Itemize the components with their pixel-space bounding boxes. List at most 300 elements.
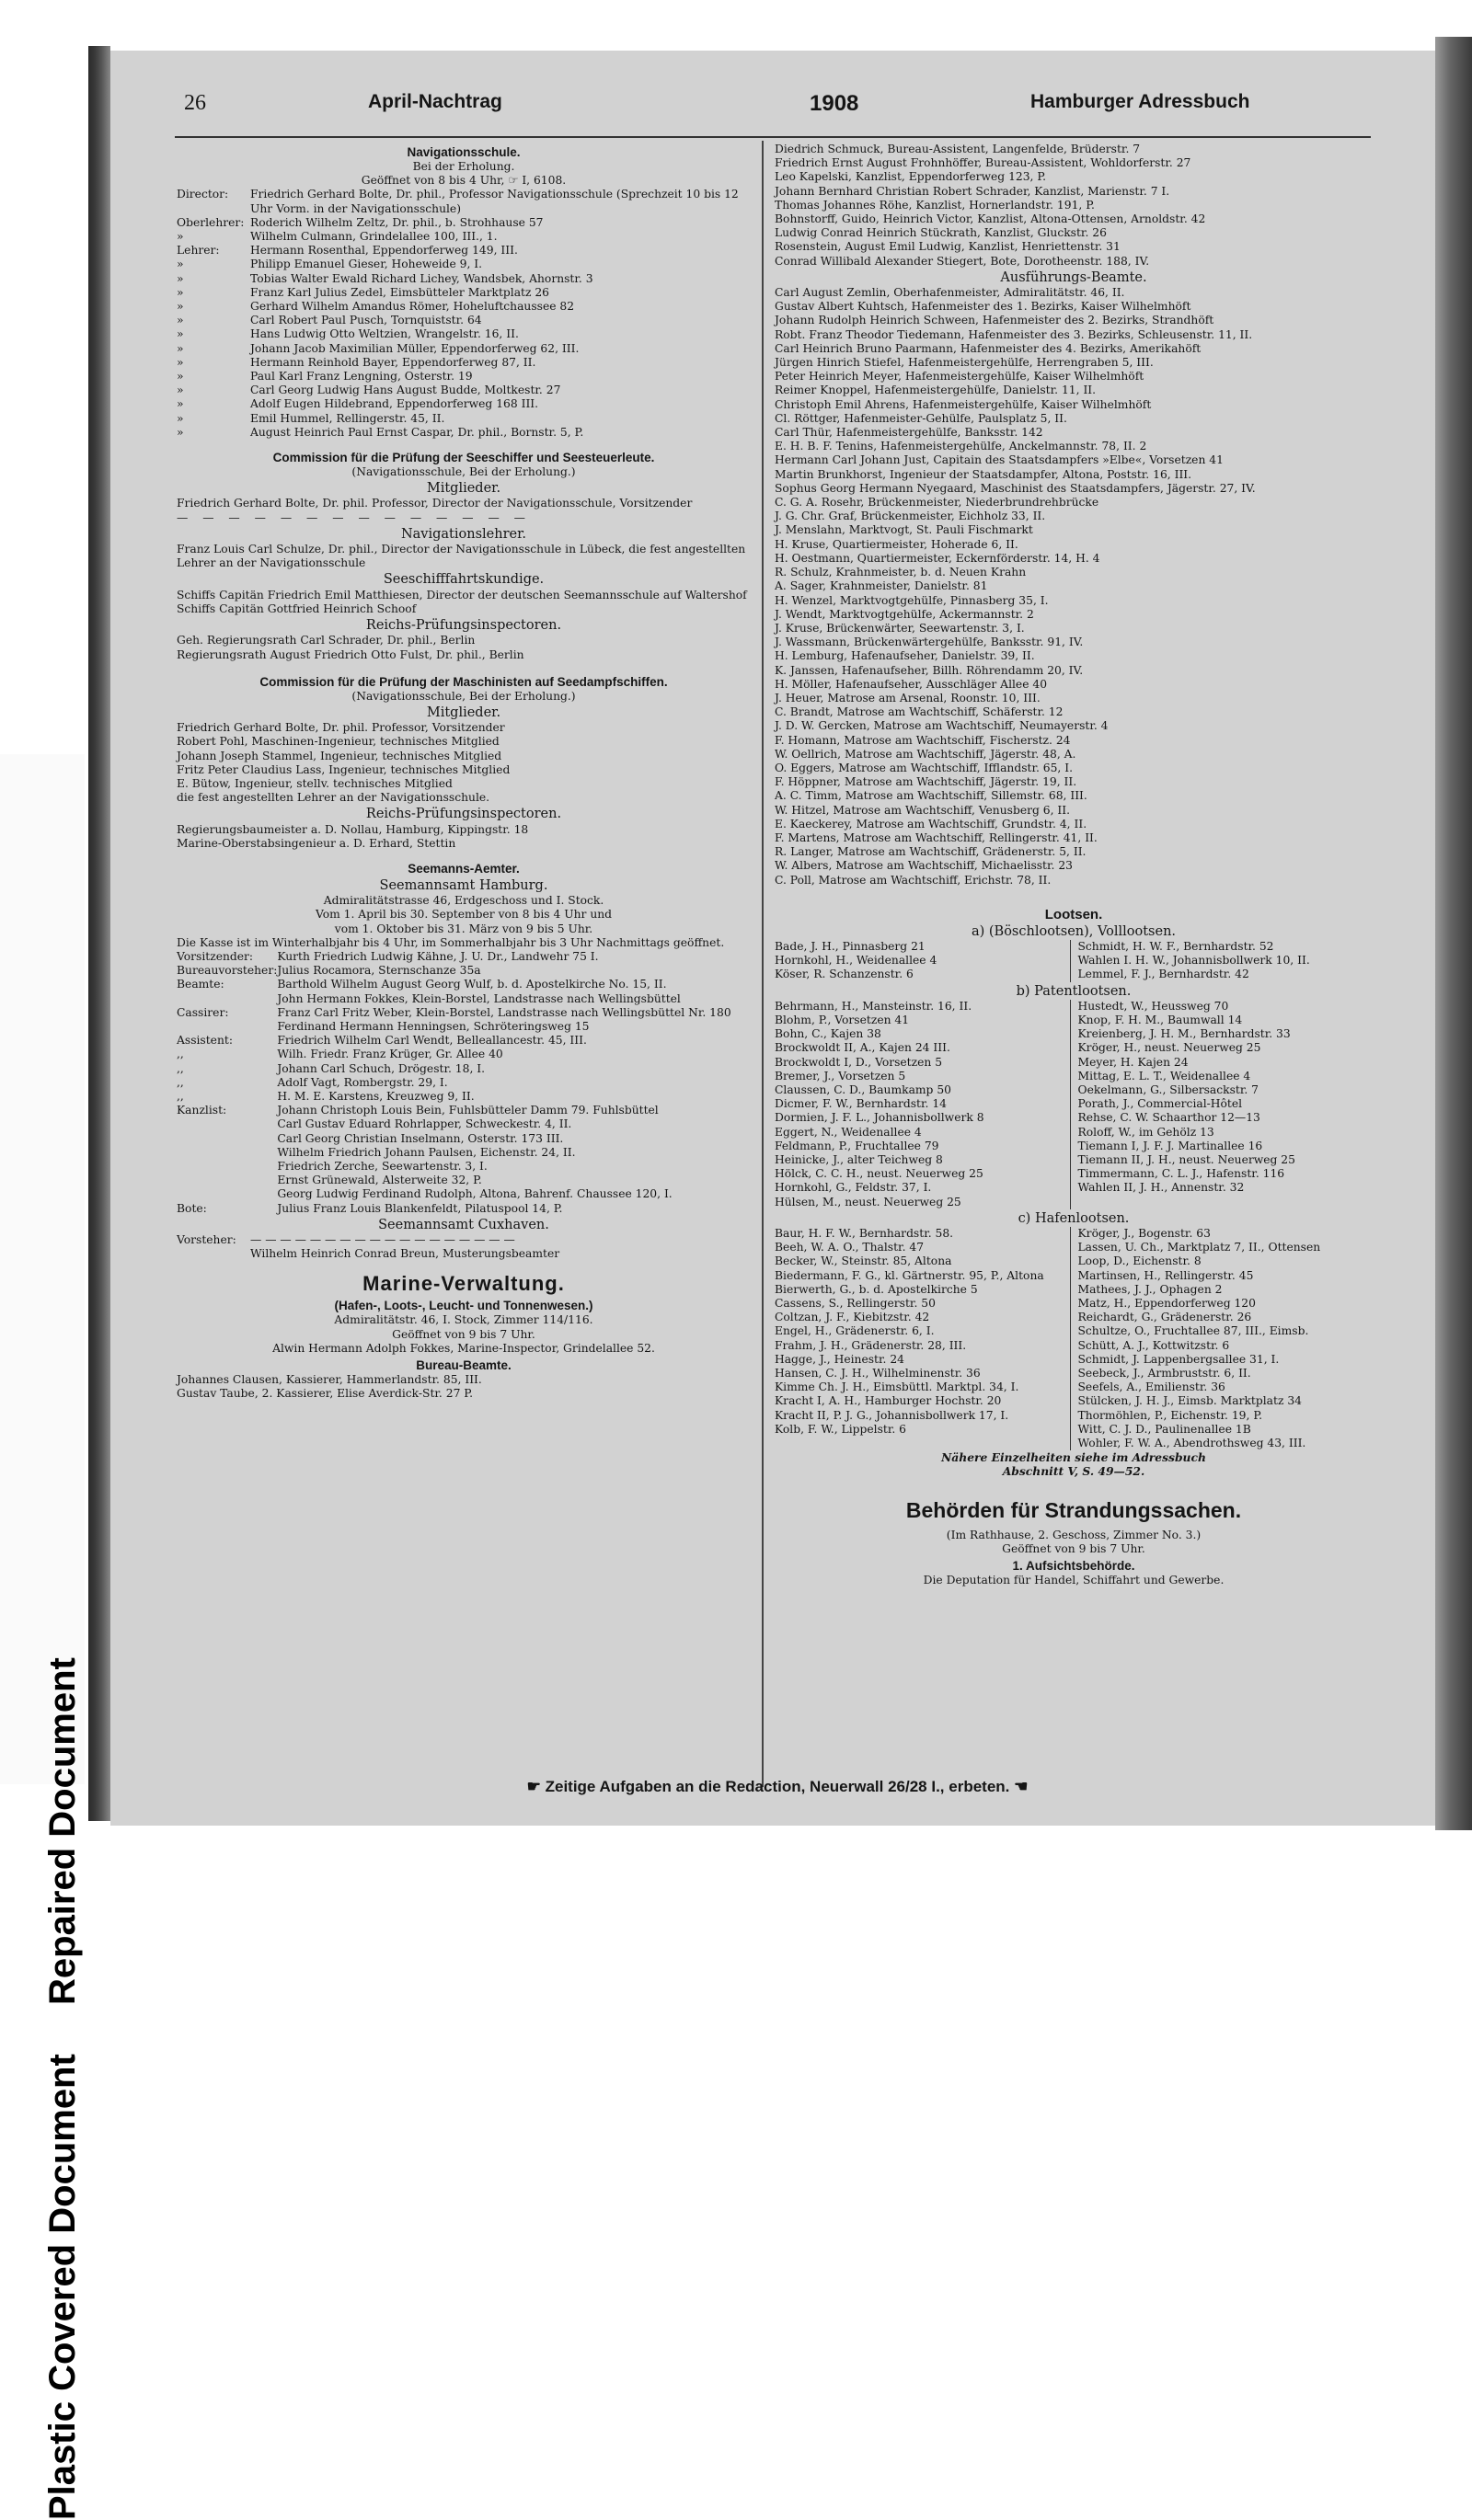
subsection-title: a) (Böschlootsen), Volllootsen. bbox=[971, 923, 1177, 939]
list-item: J. D. W. Gercken, Matrose am Wachtschiff, Neumayerstr. 4 bbox=[775, 719, 1109, 733]
footer-notice: ☛ Zeitige Aufgaben an die Redaction, Neuerwall 26/28 I., erbeten. ☚ bbox=[526, 1778, 1029, 1795]
list-item: Schultze, O., Fruchtallee 87, III., Eimsb. bbox=[1077, 1324, 1309, 1338]
row-text: Julius Rocamora, Sternschanze 35a bbox=[277, 964, 481, 978]
list-item: Jürgen Hinrich Stiefel, Hafenmeistergehülfe, Herrengraben 5, III. bbox=[775, 356, 1154, 370]
row-label bbox=[177, 992, 277, 1006]
text-line: vom 1. Oktober bis 31. März von 9 bis 5 Uhr. bbox=[334, 922, 593, 935]
table-row bbox=[177, 1048, 751, 1061]
list-item: die fest angestellten Lehrer an der Navigationsschule. bbox=[177, 791, 490, 805]
row-label: ,, bbox=[177, 1075, 184, 1089]
subsection-title: Ausführungs-Beamte. bbox=[1000, 269, 1147, 285]
list-item: Johann Joseph Stammel, Ingenieur, technisches Mitglied bbox=[177, 749, 502, 762]
list-item: Dormien, J. F. L., Johannisbollwerk 8 bbox=[775, 1111, 984, 1125]
row-text: Wilhelm Culmann, Grindelallee 100, III., 1. bbox=[250, 230, 498, 244]
list-item: Knop, F. H. M., Baumwall 14 bbox=[1077, 1013, 1243, 1026]
table-row bbox=[177, 1233, 751, 1247]
list-item: Heinicke, J., alter Teichweg 8 bbox=[775, 1153, 943, 1167]
list-item: Kröger, J., Bogenstr. 63 bbox=[1077, 1227, 1211, 1241]
list-item: Wohler, F. W. A., Abendrothsweg 43, III. bbox=[1077, 1437, 1306, 1450]
row-text: Ferdinand Hermann Henningsen, Schröteringsweg 15 bbox=[277, 1019, 590, 1033]
table-row bbox=[177, 327, 751, 341]
table-row bbox=[177, 230, 751, 244]
list-item: Friedrich Ernst August Frohnhöffer, Bureau-Assistent, Wohldorferstr. 27 bbox=[775, 156, 1191, 170]
text-line: Franz Louis Carl Schulze, Dr. phil., Director der Navigationsschule in Lübeck, die fest angestellten Lehrer an der Navigationsschule bbox=[177, 543, 746, 570]
list-item: F. Höppner, Matrose am Wachtschiff, Jägerstr. 19, II. bbox=[775, 775, 1077, 789]
header-left: April-Nachtrag bbox=[368, 91, 502, 112]
list-item: Engel, H., Grädenerstr. 6, I. bbox=[775, 1324, 935, 1338]
table-row bbox=[177, 1132, 751, 1146]
row-label: » bbox=[177, 370, 184, 384]
list-item: Hölck, C. C. H., neust. Neuerweg 25 bbox=[775, 1167, 983, 1181]
list-item: Hermann Carl Johann Just, Capitain des Staatsdampfers »Elbe«, Vorsetzen 41 bbox=[775, 453, 1224, 467]
table-row bbox=[177, 272, 751, 286]
subsection-title: Mitglieder. bbox=[426, 704, 501, 720]
list-item: Baur, H. F. W., Bernhardstr. 58. bbox=[775, 1227, 954, 1241]
text-line: Admiralitätstr. 46, I. Stock, Zimmer 114/116. bbox=[334, 1313, 593, 1327]
row-label: Beamte: bbox=[177, 978, 224, 991]
book-spine-edge bbox=[88, 46, 110, 1821]
list-item: Robert Pohl, Maschinen-Ingenieur, technisches Mitglied bbox=[177, 735, 500, 749]
row-label bbox=[177, 1187, 277, 1201]
subsection-title: Seemannsamt Hamburg. bbox=[379, 877, 548, 893]
section-title: Commission für die Prüfung der Seeschiffer und Seesteuerleute. bbox=[272, 451, 655, 465]
table-row bbox=[177, 356, 751, 370]
list-item: H. Möller, Hafenaufseher, Ausschläger Allee 40 bbox=[775, 677, 1048, 691]
row-text: Georg Ludwig Ferdinand Rudolph, Altona, Bahrenf. Chaussee 120, I. bbox=[277, 1187, 673, 1201]
row-label bbox=[177, 1247, 250, 1261]
row-label bbox=[177, 1132, 277, 1146]
section-title-large: Marine-Verwaltung. bbox=[362, 1272, 565, 1296]
table-row bbox=[177, 412, 751, 426]
list-item: Regierungsbaumeister a. D. Nollau, Hamburg, Kippingstr. 18 bbox=[177, 822, 529, 836]
text-line: Die Deputation für Handel, Schiffahrt und Gewerbe. bbox=[923, 1574, 1225, 1587]
row-label: » bbox=[177, 355, 184, 369]
row-label: » bbox=[177, 327, 184, 341]
text-line: Geöffnet von 8 bis 4 Uhr, ☞ I, 6108. bbox=[361, 174, 567, 188]
text-line: Vom 1. April bis 30. September von 8 bis 4 Uhr und bbox=[315, 908, 613, 922]
list-item: Gustav Taube, 2. Kassierer, Elise Averdick-Str. 27 P. bbox=[177, 1387, 473, 1401]
list-item: Hansen, C. J. H., Wilhelminenstr. 36 bbox=[775, 1367, 981, 1380]
header-year: 1908 bbox=[810, 91, 859, 116]
note-line: Abschnitt V, S. 49—52. bbox=[1002, 1464, 1145, 1479]
list-item: Seebeck, J., Armbruststr. 6, II. bbox=[1077, 1367, 1251, 1380]
list-item: Witt, C. J. D., Paulinenallee 1B bbox=[1077, 1422, 1251, 1436]
list-item: Gustav Albert Kuhtsch, Hafenmeister des 1. Bezirks, Kaiser Wilhelmhöft bbox=[775, 300, 1191, 314]
subsection-title: Seeschifffahrtskundige. bbox=[383, 572, 545, 588]
list-item: Bohn, C., Kajen 38 bbox=[775, 1027, 881, 1041]
list-item: Friedrich Gerhard Bolte, Dr. phil. Professor, Vorsitzender bbox=[177, 721, 505, 735]
list-item: Timmermann, C. L. J., Hafenstr. 116 bbox=[1077, 1167, 1285, 1181]
row-label: ,, bbox=[177, 1089, 184, 1103]
row-text: Carl Georg Christian Inselmann, Osterstr. 173 III. bbox=[277, 1131, 564, 1145]
list-item: H. Kruse, Quartiermeister, Hoherade 6, II. bbox=[775, 537, 1018, 551]
list-item: Coltzan, J. F., Kiebitzstr. 42 bbox=[775, 1311, 930, 1324]
row-label: Kanzlist: bbox=[177, 1104, 227, 1117]
text-block bbox=[177, 721, 751, 805]
table-row bbox=[177, 300, 751, 314]
list-item: Porath, J., Commercial-Hôtel bbox=[1077, 1097, 1243, 1111]
list-item: Reichardt, G., Grädenerstr. 26 bbox=[1077, 1311, 1252, 1324]
list-item: W. Hitzel, Matrose am Wachtschiff, Venusberg 6, II. bbox=[775, 803, 1071, 817]
list-item: Kreienberg, J. H. M., Bernhardstr. 33 bbox=[1077, 1027, 1291, 1041]
row-text: Carl Gustav Eduard Rohrlapper, Schweckestr. 4, II. bbox=[277, 1117, 572, 1131]
list-item: Brockwoldt I, D., Vorsetzen 5 bbox=[775, 1055, 943, 1069]
section-title-large: Behörden für Strandungssachen. bbox=[905, 1497, 1242, 1522]
list-item: Peter Heinrich Meyer, Hafenmeistergehülfe, Kaiser Wilhelmhöft bbox=[775, 370, 1144, 384]
list-item: Johannes Clausen, Kassierer, Hammerlandstr. 85, III. bbox=[177, 1373, 482, 1387]
row-label: ,, bbox=[177, 1061, 184, 1075]
row-text: — — — — — — — — — — — — — — — — — — bbox=[250, 1233, 515, 1247]
table-row bbox=[177, 426, 751, 440]
staff-table bbox=[177, 188, 751, 440]
list-item: F. Martens, Matrose am Wachtschiff, Rellingerstr. 41, II. bbox=[775, 830, 1098, 844]
list-item: H. Wenzel, Marktvogtgehülfe, Pinnasberg 35, I. bbox=[775, 593, 1049, 607]
table-row bbox=[177, 397, 751, 411]
text-block bbox=[177, 823, 751, 851]
list-item: H. Oestmann, Quartiermeister, Eckernförderstr. 14, H. 4 bbox=[775, 551, 1100, 565]
list-item: Kracht II, P. J. G., Johannisbollwerk 17, I. bbox=[775, 1408, 1009, 1422]
list-item: A. Sager, Krahnmeister, Danielstr. 81 bbox=[775, 579, 988, 593]
table-row bbox=[177, 370, 751, 384]
row-label: ,, bbox=[177, 1048, 184, 1061]
row-text: Ernst Grünewald, Alsterweite 32, P. bbox=[277, 1174, 482, 1187]
row-label: » bbox=[177, 425, 184, 439]
list-item: Martinsen, H., Rellingerstr. 45 bbox=[1077, 1268, 1254, 1282]
list-item: Behrmann, H., Mansteinstr. 16, II. bbox=[775, 999, 972, 1013]
list-item: Johann Rudolph Heinrich Schween, Hafenmeister des 2. Bezirks, Strandhöft bbox=[775, 314, 1214, 327]
table-row bbox=[177, 1090, 751, 1104]
list-item: Bade, J. H., Pinnasberg 21 bbox=[775, 939, 926, 953]
list-item: Köser, R. Schanzenstr. 6 bbox=[775, 968, 914, 981]
row-label bbox=[177, 1146, 277, 1160]
page-header bbox=[184, 91, 1371, 128]
list-item: J. Kruse, Brückenwärter, Seewartenstr. 3, I. bbox=[775, 621, 1025, 635]
row-label: Vorsitzender: bbox=[177, 949, 254, 963]
text-line: (Navigationsschule, Bei der Erholung.) bbox=[351, 465, 576, 479]
list-item: Schmidt, H. W. F., Bernhardstr. 52 bbox=[1077, 939, 1274, 953]
text-block bbox=[177, 589, 751, 616]
row-label: Oberlehrer: bbox=[177, 215, 245, 229]
list-item: Schiffs Capitän Gottfried Heinrich Schoof bbox=[177, 601, 417, 615]
table-row bbox=[177, 188, 751, 215]
list-item: Diedrich Schmuck, Bureau-Assistent, Langenfelde, Brüderstr. 7 bbox=[775, 143, 1141, 155]
table-row bbox=[177, 1104, 751, 1117]
list-item: O. Eggers, Matrose am Wachtschiff, Ifflandstr. 65, I. bbox=[775, 761, 1074, 774]
list-item: Loop, D., Eichenstr. 8 bbox=[1077, 1254, 1202, 1268]
row-label: Bureauvorsteher: bbox=[177, 964, 278, 978]
row-label: » bbox=[177, 300, 184, 314]
two-column-list bbox=[775, 1227, 1373, 1450]
table-row bbox=[177, 1160, 751, 1174]
text-block bbox=[177, 634, 751, 661]
table-row bbox=[177, 1202, 751, 1216]
list-item: Thomas Johannes Röhe, Kanzlist, Hornerlandstr. 191, P. bbox=[775, 198, 1095, 212]
list-item: R. Langer, Matrose am Wachtschiff, Grädenerstr. 5, II. bbox=[775, 845, 1087, 859]
list-item: Wahlen I. H. W., Johannisbollwerk 10, II. bbox=[1077, 954, 1310, 968]
row-text: Wilhelm Heinrich Conrad Breun, Musterungsbeamter bbox=[250, 1247, 560, 1261]
row-text: John Hermann Fokkes, Klein-Borstel, Landstrasse nach Wellingsbüttel bbox=[277, 991, 681, 1005]
list-item: W. Oellrich, Matrose am Wachtschiff, Jägerstr. 48, A. bbox=[775, 747, 1076, 761]
list-item: Bohnstorff, Guido, Heinrich Victor, Kanzlist, Altona-Ottensen, Arnoldstr. 42 bbox=[775, 212, 1206, 226]
list-item: Blohm, P., Vorsetzen 41 bbox=[775, 1013, 910, 1026]
subsection-title: 1. Aufsichtsbehörde. bbox=[1012, 1559, 1135, 1574]
row-text: Emil Hummel, Rellingerstr. 45, II. bbox=[250, 411, 445, 425]
text-line: Friedrich Gerhard Bolte, Dr. phil. Professor, Director der Navigationsschule, Vorsitzender bbox=[177, 497, 693, 510]
subsection-title: Seemannsamt Cuxhaven. bbox=[378, 1217, 549, 1232]
list-item: J. G. Chr. Graf, Brückenmeister, Eichholz 33, II. bbox=[775, 510, 1046, 523]
table-row bbox=[177, 1076, 751, 1090]
table-row bbox=[177, 342, 751, 356]
row-text: Adolf Eugen Hildebrand, Eppendorferweg 168 III. bbox=[250, 397, 539, 411]
row-text: Adolf Vagt, Rombergstr. 29, I. bbox=[277, 1075, 448, 1089]
table-row bbox=[177, 258, 751, 271]
table-row bbox=[177, 950, 751, 964]
list-item: Regierungsrath August Friedrich Otto Fulst, Dr. phil., Berlin bbox=[177, 647, 524, 661]
row-label: Bote: bbox=[177, 1201, 207, 1215]
row-text: Friedrich Gerhard Bolte, Dr. phil., Professor Navigationsschule (Sprechzeit 10 bis 12 Uhr Vorm. in der Navigationsschule) bbox=[250, 188, 739, 215]
list-item: Kröger, H., neust. Neuerweg 25 bbox=[1077, 1041, 1261, 1055]
row-text: Hermann Rosenthal, Eppendorferweg 149, III. bbox=[250, 244, 518, 258]
subsection-title: Reichs-Prüfungsinspectoren. bbox=[365, 807, 562, 822]
table-row bbox=[177, 384, 751, 397]
subsection-title: Reichs-Prüfungsinspectoren. bbox=[365, 618, 562, 634]
list-item: H. Lemburg, Hafenaufseher, Danielstr. 39, II. bbox=[775, 649, 1035, 663]
table-row bbox=[177, 1006, 751, 1020]
left-column bbox=[177, 143, 751, 1401]
list-item: Feldmann, P., Fruchtallee 79 bbox=[775, 1139, 939, 1152]
list-item: K. Janssen, Hafenaufseher, Billh. Röhrendamm 20, IV. bbox=[775, 663, 1084, 677]
row-label: Director: bbox=[177, 188, 229, 201]
row-label: Vorsteher: bbox=[177, 1233, 236, 1247]
list-item: Marine-Oberstabsingenieur a. D. Erhard, Stettin bbox=[177, 836, 456, 850]
table-row bbox=[177, 1117, 751, 1131]
list-item: J. Menslahn, Marktvogt, St. Pauli Fischmarkt bbox=[775, 523, 1033, 537]
table-row bbox=[177, 1062, 751, 1076]
list-item: Sophus Georg Hermann Nyegaard, Maschinist des Staatsdampfers, Jägerstr. 27, IV. bbox=[775, 481, 1256, 495]
list-item: E. Kaeckerey, Matrose am Wachtschiff, Grundstr. 4, II. bbox=[775, 817, 1087, 830]
column-divider bbox=[762, 141, 764, 1787]
two-column-list bbox=[775, 940, 1373, 982]
row-label: » bbox=[177, 314, 184, 327]
table-row bbox=[177, 1020, 751, 1034]
row-label: » bbox=[177, 384, 184, 397]
table-row bbox=[177, 314, 751, 327]
row-label: » bbox=[177, 271, 184, 285]
list-item: Matz, H., Eppendorferweg 120 bbox=[1077, 1297, 1256, 1311]
list-item: F. Homann, Matrose am Wachtschiff, Fischerstz. 24 bbox=[775, 733, 1071, 747]
table-row bbox=[177, 992, 751, 1006]
list-item: C. G. A. Rosehr, Brückenmeister, Niederbrundrehbrücke bbox=[775, 496, 1099, 510]
list-item: E. Bütow, Ingenieur, stellv. technisches Mitglied bbox=[177, 776, 453, 790]
subsection-title: c) Hafenlootsen. bbox=[1018, 1210, 1130, 1226]
list-item: Beeh, W. A. O., Thalstr. 47 bbox=[775, 1241, 925, 1254]
list-item: Tiemann I, J. F. J. Martinallee 16 bbox=[1077, 1139, 1263, 1152]
row-text: Barthold Wilhelm August Georg Wulf, b. d. Apostelkirche No. 15, II. bbox=[277, 978, 667, 991]
list-item: Bremer, J., Vorsetzen 5 bbox=[775, 1069, 906, 1082]
list-item: Robt. Franz Theodor Tiedemann, Hafenmeister des 3. Bezirks, Schleusenstr. 11, II. bbox=[775, 327, 1253, 341]
row-text: Kurth Friedrich Ludwig Kähne, J. U. Dr., Landwehr 75 I. bbox=[277, 949, 599, 963]
row-text: Julius Franz Louis Blankenfeldt, Pilatuspool 14, P. bbox=[277, 1201, 563, 1215]
list-item: Cl. Röttger, Hafenmeister-Gehülfe, Paulsplatz 5, II. bbox=[775, 411, 1067, 425]
list-item: Kracht I, A. H., Hamburger Hochstr. 20 bbox=[775, 1394, 1002, 1408]
text-line: Die Kasse ist im Winterhalbjahr bis 4 Uhr, im Sommerhalbjahr bis 3 Uhr Nachmittags geöffnet. bbox=[177, 935, 725, 949]
list-item: Carl Heinrich Bruno Paarmann, Hafenmeister des 4. Bezirks, Amerikahöft bbox=[775, 341, 1202, 355]
row-label bbox=[177, 1020, 277, 1034]
list-item: Brockwoldt II, A., Kajen 24 III. bbox=[775, 1041, 950, 1055]
list-item: Roloff, W., im Gehölz 13 bbox=[1077, 1125, 1214, 1139]
list-item: Leo Kapelski, Kanzlist, Eppendorferweg 123, P. bbox=[775, 170, 1047, 184]
subsection-title: b) Patentlootsen. bbox=[1016, 983, 1132, 999]
row-label: » bbox=[177, 341, 184, 355]
list-item: Cassens, S., Rellingerstr. 50 bbox=[775, 1297, 936, 1311]
list-item: Seefels, A., Emilienstr. 36 bbox=[1077, 1380, 1225, 1394]
repaired-document-label: Repaired Document bbox=[42, 1657, 83, 2005]
list-item: Lassen, U. Ch., Marktplatz 7, II., Ottensen bbox=[1077, 1241, 1321, 1254]
table-row bbox=[177, 978, 751, 991]
text-line: Admiralitätstrasse 46, Erdgeschoss und I. Stock. bbox=[323, 894, 604, 908]
row-text: Johann Carl Schuch, Drögestr. 18, I. bbox=[277, 1061, 486, 1075]
row-text: Carl Robert Paul Pusch, Tornquiststr. 64 bbox=[250, 314, 482, 327]
list-item: Tiemann II, J. H., neust. Neuerweg 25 bbox=[1077, 1153, 1295, 1167]
list-item: Schmidt, J. Lappenbergsallee 31, I. bbox=[1077, 1352, 1280, 1366]
list-item: E. H. B. F. Tenins, Hafenmeistergehülfe, Anckelmannstr. 78, II. 2 bbox=[775, 440, 1147, 453]
row-text: Gerhard Wilhelm Amandus Römer, Hoheluftchaussee 82 bbox=[250, 300, 575, 314]
section-title: Seemanns-Aemter. bbox=[408, 861, 520, 876]
text-block bbox=[775, 286, 1373, 888]
list-item: Dicmer, F. W., Bernhardstr. 14 bbox=[775, 1097, 947, 1111]
row-text: Hans Ludwig Otto Weltzien, Wrangelstr. 16, II. bbox=[250, 327, 519, 341]
row-label: » bbox=[177, 411, 184, 425]
list-item: Kimme Ch. J. H., Eimsbüttl. Marktpl. 34, I. bbox=[775, 1380, 1019, 1394]
row-text: Johann Christoph Louis Bein, Fuhlsbütteler Damm 79. Fuhlsbüttel bbox=[277, 1104, 659, 1117]
list-item: Kolb, F. W., Lippelstr. 6 bbox=[775, 1422, 907, 1436]
row-text: Franz Karl Julius Zedel, Eimsbütteler Marktplatz 26 bbox=[250, 285, 549, 299]
list-item: Schiffs Capitän Friedrich Emil Matthiesen, Director der deutschen Seemannsschule auf Waltershof bbox=[177, 588, 747, 601]
list-item: Hülsen, M., neust. Neuerweg 25 bbox=[775, 1195, 961, 1208]
list-item: Hornkohl, H., Weidenallee 4 bbox=[775, 954, 937, 968]
two-column-list bbox=[775, 1000, 1373, 1209]
text-line: Geöffnet von 9 bis 7 Uhr. bbox=[1002, 1541, 1145, 1555]
list-item: Hornkohl, G., Feldstr. 37, I. bbox=[775, 1181, 932, 1195]
list-item: R. Schulz, Krahnmeister, b. d. Neuen Krahn bbox=[775, 566, 1027, 579]
list-item: Frahm, J. H., Grädenerstr. 28, III. bbox=[775, 1338, 967, 1352]
list-item: Ludwig Conrad Heinrich Stückrath, Kanzlist, Gluckstr. 26 bbox=[775, 226, 1107, 240]
list-item: Johann Bernhard Christian Robert Schrader, Kanzlist, Marienstr. 7 I. bbox=[775, 184, 1170, 198]
scanned-page bbox=[110, 51, 1435, 1826]
row-label: » bbox=[177, 258, 184, 271]
section-subtitle: (Hafen-, Loots-, Leucht- und Tonnenwesen.) bbox=[334, 1299, 593, 1313]
text-line: Bei der Erholung. bbox=[412, 160, 515, 173]
row-text: Tobias Walter Ewald Richard Lichey, Wandsbek, Ahornstr. 3 bbox=[250, 271, 593, 285]
header-rule bbox=[175, 136, 1371, 138]
row-text: H. M. E. Karstens, Kreuzweg 9, II. bbox=[277, 1089, 475, 1103]
row-label: Lehrer: bbox=[177, 244, 220, 258]
list-item: Thormöhlen, P., Eichenstr. 19, P. bbox=[1077, 1408, 1263, 1422]
list-item: Reimer Knoppel, Hafenmeistergehülfe, Danielstr. 11, II. bbox=[775, 384, 1097, 397]
list-item: Claussen, C. D., Baumkamp 50 bbox=[775, 1083, 951, 1096]
row-label: » bbox=[177, 285, 184, 299]
row-text: August Heinrich Paul Ernst Caspar, Dr. phil., Bornstr. 5, P. bbox=[250, 425, 584, 439]
list-item: W. Albers, Matrose am Wachtschiff, Michaelisstr. 23 bbox=[775, 859, 1073, 873]
text-line: (Im Rathhause, 2. Geschoss, Zimmer No. 3.) bbox=[946, 1528, 1202, 1541]
table-row bbox=[177, 1034, 751, 1048]
list-item: Stülcken, J. H. J., Eimsb. Marktplatz 34 bbox=[1077, 1394, 1302, 1408]
section-title: Commission für die Prüfung der Maschinisten auf Seedampfschiffen. bbox=[259, 674, 668, 689]
list-item: Bierwerth, G., b. d. Apostelkirche 5 bbox=[775, 1282, 978, 1296]
text-line: (Navigationsschule, Bei der Erholung.) bbox=[351, 689, 576, 703]
text-block bbox=[775, 143, 1373, 269]
list-item: Hagge, J., Heinestr. 24 bbox=[775, 1352, 904, 1366]
row-label: Cassirer: bbox=[177, 1005, 229, 1019]
list-item: Wahlen II, J. H., Annenstr. 32 bbox=[1077, 1181, 1245, 1195]
list-item: Rosenstein, August Emil Ludwig, Kanzlist, Henriettenstr. 31 bbox=[775, 240, 1121, 254]
row-label: Assistent: bbox=[177, 1034, 233, 1048]
list-item: J. Wendt, Marktvogtgehülfe, Ackermannstr. 2 bbox=[775, 607, 1034, 621]
sidebar-label-strip bbox=[0, 754, 85, 2520]
row-label: » bbox=[177, 397, 184, 411]
section-title: Navigationsschule. bbox=[407, 145, 521, 159]
list-item: Christoph Emil Ahrens, Hafenmeistergehülfe, Kaiser Wilhelmhöft bbox=[775, 397, 1152, 411]
row-label bbox=[177, 1117, 277, 1131]
text-line: Alwin Hermann Adolph Fokkes, Marine-Inspector, Grindelallee 52. bbox=[272, 1341, 655, 1355]
table-row bbox=[177, 1174, 751, 1187]
list-item: Martin Brunkhorst, Ingenieur der Staatsdampfer, Altona, Poststr. 16, III. bbox=[775, 467, 1192, 481]
section-title: Lootsen. bbox=[1044, 906, 1103, 922]
list-item: Carl August Zemlin, Oberhafenmeister, Admiralitätstr. 46, II. bbox=[775, 286, 1125, 300]
row-text: Johann Jacob Maximilian Müller, Eppendorferweg 62, III. bbox=[250, 341, 580, 355]
table-row bbox=[177, 1187, 751, 1201]
list-item: Geh. Regierungsrath Carl Schrader, Dr. phil., Berlin bbox=[177, 634, 476, 647]
row-text: Roderich Wilhelm Zeltz, Dr. phil., b. Strohhause 57 bbox=[250, 215, 544, 229]
row-text: Carl Georg Ludwig Hans August Budde, Moltkestr. 27 bbox=[250, 384, 561, 397]
page-right-edge bbox=[1435, 37, 1472, 1830]
list-item: Schütt, A. J., Kottwitzstr. 6 bbox=[1077, 1338, 1230, 1352]
row-text: Friedrich Wilhelm Carl Wendt, Belleallancestr. 45, III. bbox=[277, 1034, 587, 1048]
list-item: Lemmel, F. J., Bernhardstr. 42 bbox=[1077, 968, 1249, 981]
list-item: A. C. Timm, Matrose am Wachtschiff, Sillemstr. 68, III. bbox=[775, 789, 1087, 803]
subsection-title: Navigationslehrer. bbox=[400, 526, 527, 542]
staff-table bbox=[177, 950, 751, 1216]
table-row bbox=[177, 286, 751, 300]
table-row bbox=[177, 216, 751, 230]
list-item: Biedermann, F. G., kl. Gärtnerstr. 95, P., Altona bbox=[775, 1268, 1044, 1282]
header-right: Hamburger Adressbuch bbox=[1030, 91, 1250, 112]
section-title: Bureau-Beamte. bbox=[416, 1358, 512, 1373]
plastic-covered-label: Plastic Covered Document bbox=[42, 2054, 83, 2520]
list-item: C. Brandt, Matrose am Wachtschiff, Schäferstr. 12 bbox=[775, 705, 1064, 719]
dash-divider: — — — — — — — — — — — — — — bbox=[177, 510, 531, 524]
list-item: Hustedt, W., Heussweg 70 bbox=[1077, 999, 1229, 1013]
list-item: Mathees, J. J., Ophagen 2 bbox=[1077, 1282, 1223, 1296]
right-column bbox=[775, 143, 1373, 1587]
table-row bbox=[177, 1247, 751, 1261]
list-item: C. Poll, Matrose am Wachtschiff, Erichstr. 78, II. bbox=[775, 873, 1052, 887]
note-line: Nähere Einzelheiten siehe im Adressbuch bbox=[941, 1450, 1206, 1465]
list-item: Mittag, E. L. T., Weidenallee 4 bbox=[1077, 1069, 1251, 1082]
text-block bbox=[177, 1373, 751, 1401]
page-number: 26 bbox=[184, 91, 206, 115]
staff-table bbox=[177, 1233, 751, 1261]
list-item: J. Wassmann, Brückenwärtergehülfe, Banksstr. 91, IV. bbox=[775, 636, 1084, 649]
table-row bbox=[177, 1146, 751, 1160]
list-item: Meyer, H. Kajen 24 bbox=[1077, 1055, 1189, 1069]
subsection-title: Mitglieder. bbox=[426, 481, 501, 497]
text-line: Geöffnet von 9 bis 7 Uhr. bbox=[392, 1327, 535, 1341]
list-item: Carl Thür, Hafenmeistergehülfe, Banksstr. 142 bbox=[775, 426, 1043, 440]
list-item: J. Heuer, Matrose am Arsenal, Roonstr. 10, III. bbox=[775, 691, 1041, 704]
row-label bbox=[177, 1160, 277, 1174]
row-label bbox=[177, 1174, 277, 1187]
